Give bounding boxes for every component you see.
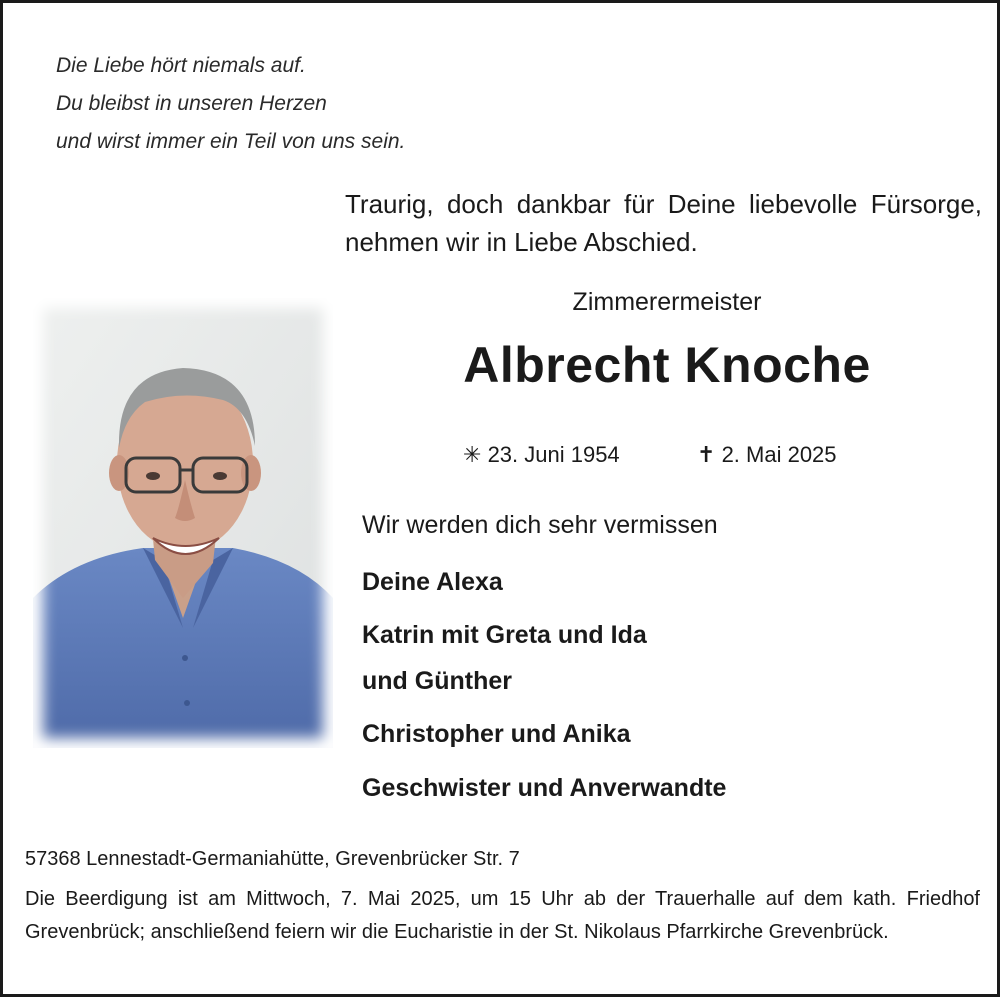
mourner-2: Katrin mit Greta und Ida xyxy=(362,621,647,649)
motto-line-3: und wirst immer ein Teil von uns sein. xyxy=(56,130,406,153)
address: 57368 Lennestadt-Germaniahütte, Grevenbrücker Str. 7 xyxy=(25,848,520,870)
birth-date xyxy=(463,442,620,468)
death-cross-icon: ✝ xyxy=(697,442,716,467)
mourner-5: Geschwister und Anverwandte xyxy=(362,774,727,802)
funeral-info: Die Beerdigung ist am Mittwoch, 7. Mai 2025, um 15 Uhr ab der Trauerhalle auf dem kath. Friedhof Grevenbrück; anschließend feiern wir die Eucharistie in der St. Nikolaus Pfarrkirche Grevenbrück. xyxy=(25,888,980,943)
mourner-3: und Günther xyxy=(362,667,512,695)
portrait-photo xyxy=(33,298,333,748)
birth-star-icon: ✳ xyxy=(463,442,482,467)
portrait-illustration xyxy=(33,298,333,748)
mourner-1: Deine Alexa xyxy=(362,568,503,596)
deceased-name: Albrecht Knoche xyxy=(463,337,871,393)
motto-line-1: Die Liebe hört niemals auf. xyxy=(56,54,306,77)
motto-line-2: Du bleibst in unseren Herzen xyxy=(56,92,327,115)
farewell-text: Wir werden dich sehr vermissen xyxy=(362,511,718,539)
deceased-title: Zimmerermeister xyxy=(572,288,762,316)
motto xyxy=(56,47,405,161)
intro-text: Traurig, doch dankbar für Deine liebevolle Fürsorge, nehmen wir in Liebe Abschied. xyxy=(345,189,982,257)
birth-date-text: 23. Juni 1954 xyxy=(487,442,620,467)
death-date xyxy=(697,442,837,468)
death-date-text: 2. Mai 2025 xyxy=(721,442,837,467)
mourner-4: Christopher und Anika xyxy=(362,720,631,748)
